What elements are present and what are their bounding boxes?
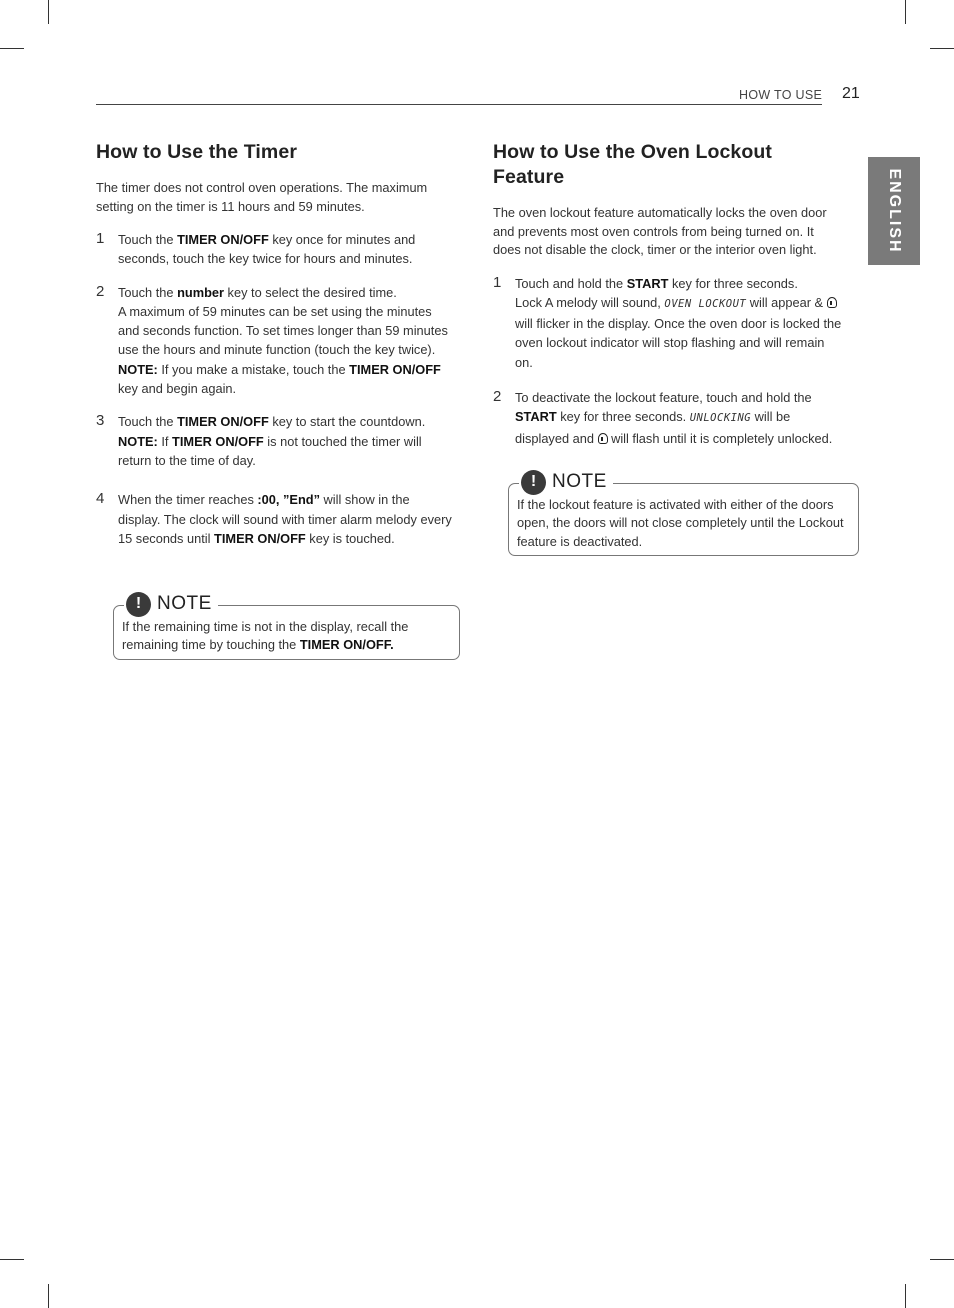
- lcd-display-text: UNLOCKING: [689, 412, 752, 425]
- timer-step-4: [96, 490, 454, 548]
- lcd-display-text: OVEN LOCKOUT: [664, 297, 747, 310]
- timer-title: How to Use the Timer: [96, 141, 298, 163]
- step-text: To deactivate the lockout feature, touch and hold the: [515, 389, 812, 405]
- step-text: is not touched the timer will return to the time of day.: [118, 433, 422, 468]
- language-tab-label: ENGLISH: [886, 168, 903, 254]
- exclamation-icon: !: [126, 592, 151, 617]
- note-text: If the remaining time is not in the display, recall the remaining time by touching the: [122, 619, 409, 653]
- note-label: NOTE: [157, 593, 212, 615]
- step-text: Touch and hold the: [515, 275, 627, 291]
- lock-icon: [598, 433, 608, 444]
- lockout-step-2: [493, 388, 845, 448]
- key-name: TIMER ON/OFF: [177, 414, 269, 430]
- timer-step-2: [96, 283, 454, 399]
- note-text: If the lockout feature is activated with either of the doors open, the doors will not close completely until the Lockout feature is deactivated.: [517, 497, 844, 549]
- lockout-section: [493, 140, 845, 462]
- note-header: [519, 470, 613, 495]
- step-number: 1: [96, 230, 105, 247]
- step-text: will appear &: [746, 294, 827, 310]
- step-text: will show in the display. The clock will sound with timer alarm melody every 15 seconds until: [118, 492, 452, 546]
- step-text: Touch the: [118, 232, 178, 247]
- crop-mark: [930, 1259, 954, 1260]
- timer-intro: The timer does not control oven operations. The maximum setting on the timer is 11 hours and 59 minutes.: [96, 180, 428, 214]
- crop-mark: [48, 1284, 49, 1308]
- step-text: will flash until it is completely unlocked.: [607, 430, 833, 446]
- step-text: key and begin again.: [118, 381, 237, 397]
- lockout-intro: The oven lockout feature automatically locks the oven door and prevents most oven controls from being turned on. It does not disable the clock, timer or the interior oven light.: [493, 205, 827, 257]
- crop-mark: [930, 48, 954, 49]
- key-name: number: [177, 284, 224, 300]
- step-number: 3: [96, 412, 105, 430]
- step-text: Lock A melody will sound,: [515, 294, 665, 310]
- timer-note-box: [113, 593, 460, 660]
- step-text: If: [157, 433, 173, 449]
- key-name: TIMER ON/OFF: [172, 433, 264, 449]
- key-name: TIMER ON/OFF.: [299, 637, 394, 653]
- lock-icon: [827, 297, 837, 308]
- step-text: key for three seconds.: [556, 409, 690, 425]
- crop-mark: [0, 1259, 24, 1260]
- key-name: START: [515, 409, 557, 425]
- step-number: 2: [493, 387, 502, 405]
- step-text: will be displayed and: [515, 409, 791, 446]
- crop-mark: [48, 0, 49, 24]
- key-name: START: [626, 275, 669, 291]
- language-tab: [868, 157, 920, 265]
- inline-note-label: NOTE:: [118, 433, 158, 449]
- inline-note-label: NOTE:: [118, 361, 158, 377]
- step-text: key to select the desired time.: [224, 284, 397, 300]
- exclamation-icon: !: [521, 470, 546, 495]
- key-name: TIMER ON/OFF: [349, 361, 441, 377]
- step-text: key to start the countdown.: [268, 414, 426, 430]
- step-text: key for three seconds.: [668, 275, 798, 291]
- lockout-note-box: [508, 471, 859, 556]
- step-text: A maximum of 59 minutes can be set using the minutes and seconds function. To set times longer than 59 minutes use the hours and minute function (touch the key twice).: [118, 303, 448, 358]
- display-text: :00, ”End”: [257, 492, 320, 508]
- header-divider: [96, 104, 822, 105]
- step-text: Touch the: [118, 284, 178, 300]
- crop-mark: [0, 48, 24, 49]
- crop-mark: [905, 1284, 906, 1308]
- step-text: Touch the: [118, 414, 178, 430]
- step-number: 4: [96, 490, 105, 508]
- step-text: If you make a mistake, touch the: [157, 361, 350, 377]
- key-name: TIMER ON/OFF: [177, 232, 269, 247]
- header-section-title: HOW TO USE: [739, 88, 823, 102]
- crop-mark: [905, 0, 906, 24]
- step-text: will flicker in the display. Once the oven door is locked the oven lockout indicator will stop flashing and will remain on.: [515, 316, 842, 370]
- note-header: [124, 592, 218, 617]
- step-number: 1: [493, 273, 502, 291]
- note-label: NOTE: [552, 471, 607, 493]
- step-number: 2: [96, 282, 105, 300]
- lockout-step-1: [493, 274, 845, 372]
- timer-step-1: [96, 230, 454, 269]
- lockout-title: How to Use the Oven Lockout Feature: [493, 141, 772, 188]
- timer-section: [96, 140, 454, 562]
- step-text: key is touched.: [305, 530, 395, 546]
- step-text: When the timer reaches: [118, 492, 258, 508]
- step-text: key once for minutes and seconds, touch the key twice for hours and minutes.: [118, 232, 416, 267]
- timer-step-3: [96, 412, 454, 470]
- page-number: 21: [842, 85, 860, 102]
- key-name: TIMER ON/OFF: [214, 530, 306, 546]
